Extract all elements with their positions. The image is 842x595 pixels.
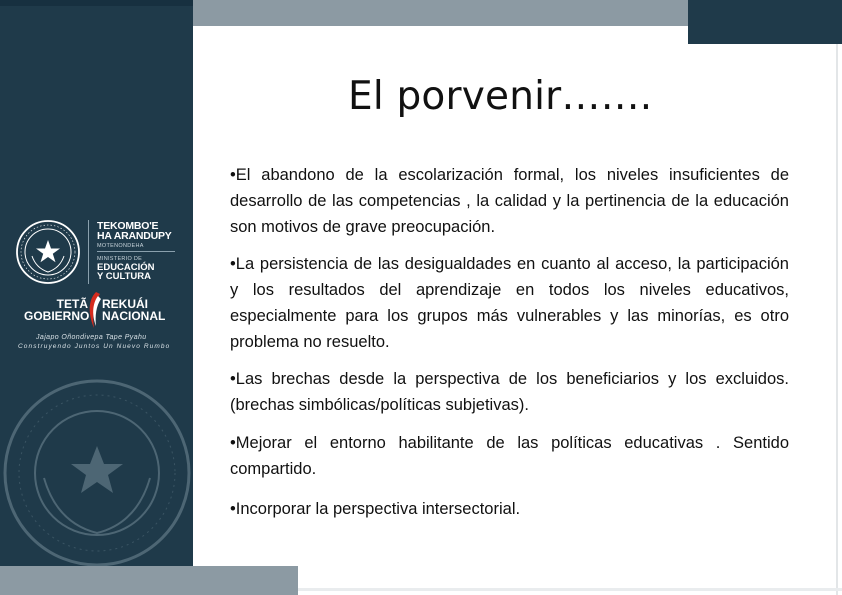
sidebar-top-strip <box>0 0 193 6</box>
slide-bullet-list <box>230 162 789 533</box>
government-tagline-spanish: Construyendo Juntos Un Nuevo Rumbo <box>18 343 171 350</box>
ministry-name-line1: TEKOMBO'E <box>97 220 159 232</box>
government-left-text <box>24 298 88 322</box>
bullet-item: •Las brechas desde la perspectiva de los beneficiarios y los excluidos.(brechas simbólicas/políticas subjetivas). <box>230 370 789 414</box>
logo-divider <box>88 220 89 284</box>
slide-title: El porvenir……. <box>348 74 653 119</box>
ministry-name-line2: HA ARANDUPY <box>97 230 172 242</box>
ministry-dept-line1: EDUCACIÓN <box>97 262 155 273</box>
right-edge-line <box>836 44 838 595</box>
bullet-item: •La persistencia de las desigualdades en cuanto al acceso, la participación y los resultados del aprendizaje en todos los niveles educativos, especialmente para los grupos más vulnerables y las minorías, es otro problema no resuelto. <box>230 255 789 351</box>
ministry-dept-line2: Y CULTURA <box>97 271 152 282</box>
ministry-divider <box>97 251 175 252</box>
government-left-line1: TETÃ <box>56 297 88 311</box>
top-right-accent-block <box>688 0 842 44</box>
government-right-line2: NACIONAL <box>102 309 166 323</box>
bottom-edge-line <box>298 588 842 591</box>
bullet-item: •Incorporar la perspectiva intersectorial. <box>230 500 521 518</box>
government-left-line2: GOBIERNO <box>24 309 90 323</box>
government-right-line1: REKUÁI <box>102 297 149 311</box>
government-tagline-guarani: Jajapo Oñondivepa Tape Pyahu <box>36 334 147 341</box>
republic-seal-watermark-icon <box>2 358 192 578</box>
bullet-item: •El abandono de la escolarización formal, los niveles insuficientes de desarrollo de las competencias , la calidad y la pertinencia de la educación son motivos de grave preocupación. <box>230 166 789 236</box>
ministry-department <box>97 263 155 281</box>
government-flag-mark-icon <box>86 290 102 330</box>
bottom-accent-bar <box>0 566 298 595</box>
government-right-text <box>102 298 165 322</box>
top-accent-bar <box>193 0 688 26</box>
sidebar-panel <box>0 0 193 595</box>
ministry-label: MINISTERIO DE <box>97 256 143 262</box>
national-emblem-icon <box>14 218 82 286</box>
ministry-name-sub: MOTENONDEHA <box>97 243 144 249</box>
bullet-item: •Mejorar el entorno habilitante de las políticas educativas . Sentido compartido. <box>230 434 789 478</box>
ministry-name <box>97 221 172 241</box>
